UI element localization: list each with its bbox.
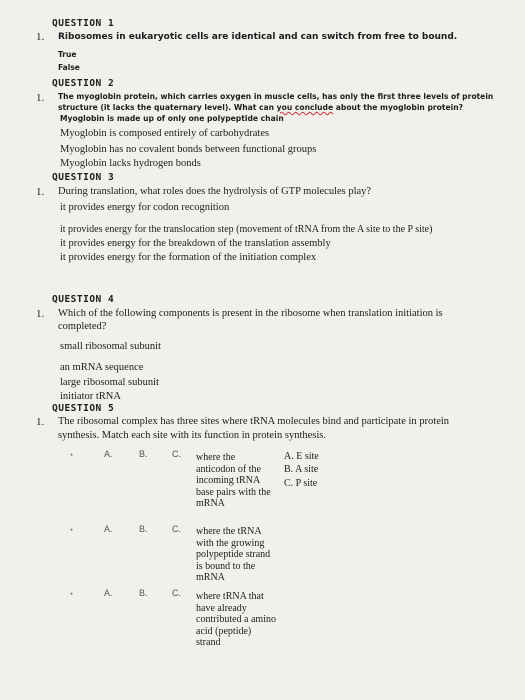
question-3-option-2[interactable]: it provides energy for the translocation step (movement of tRNA from the A site to the P site) [60,224,433,235]
question-4-text-line2: completed? [58,321,107,332]
question-4-option-4[interactable]: initiator tRNA [60,391,121,402]
match-answer-c: C. P site [284,478,318,489]
question-3-option-3[interactable]: it provides energy for the breakdown of the translation assembly [60,238,331,249]
question-2-text-line1: The myoglobin protein, which carries oxygen in muscle cells, has only the first three levels of protein [58,92,494,101]
question-5-number: 1. [36,416,45,428]
match-row-2-letter-a[interactable]: A. [104,524,113,534]
question-2-text-line2: structure (it lacks the quaternary level). What can you conclude about the myoglobin protein? [58,103,464,112]
match-row-2-marker: • [70,525,74,535]
match-row-3-letter-c[interactable]: C. [172,588,181,598]
question-2-option-1[interactable]: Myoglobin is made up of only one polypeptide chain [60,114,284,123]
question-1-text: Ribosomes in eukaryotic cells are identical and can switch from free to bound. [58,32,458,42]
match-row-2-letter-c[interactable]: C. [172,524,181,534]
match-row-1-letter-c[interactable]: C. [172,449,181,459]
question-3-option-1[interactable]: it provides energy for codon recognition [60,202,230,213]
question-2-option-3[interactable]: Myoglobin has no covalent bonds between functional groups [60,144,317,155]
question-5-text-line2: synthesis. Match each site with its function in protein synthesis. [58,430,327,441]
question-1-number: 1. [36,31,45,43]
match-row-3-marker: • [70,589,74,599]
question-4-heading: QUESTION 4 [52,294,115,305]
question-5-heading: QUESTION 5 [52,403,115,414]
question-1-option-false[interactable]: False [58,63,80,72]
question-4-option-2[interactable]: an mRNA sequence [60,362,144,373]
question-3-option-4[interactable]: it provides energy for the formation of the initiation complex [60,252,317,263]
question-4-number: 1. [36,308,45,320]
question-1-heading: QUESTION 1 [52,18,115,29]
question-3-text: During translation, what roles does the hydrolysis of GTP molecules play? [58,186,372,197]
match-row-3-letter-b[interactable]: B. [139,588,148,598]
question-5-text-line1: The ribosomal complex has three sites where tRNA molecules bind and participate in protein [58,416,450,427]
match-row-1-letter-b[interactable]: B. [139,449,148,459]
question-4-text-line1: Which of the following components is present in the ribosome when translation initiation is [58,308,443,319]
question-4-option-3[interactable]: large ribosomal subunit [60,377,159,388]
question-2-number: 1. [36,92,45,104]
match-answer-b: B. A site [284,464,319,475]
question-2-option-2[interactable]: Myoglobin is composed entirely of carbohydrates [60,128,270,139]
match-row-1-letter-a[interactable]: A. [104,449,113,459]
question-2-heading: QUESTION 2 [52,78,115,89]
match-answer-a: A. E site [284,451,319,462]
match-item-3: where tRNA that have already contributed a amino acid (peptide) strand [196,591,276,648]
match-item-1: where the anticodon of the incoming tRNA base pairs with the mRNA [196,452,271,509]
question-2-option-4[interactable]: Myoglobin lacks hydrogen bonds [60,158,201,169]
match-item-2: where the tRNA with the growing polypeptide strand is bound to the mRNA [196,526,271,583]
match-row-2-letter-b[interactable]: B. [139,524,148,534]
question-3-heading: QUESTION 3 [52,172,115,183]
question-1-option-true[interactable]: True [58,50,77,59]
question-4-option-1[interactable]: small ribosomal subunit [60,341,161,352]
question-3-number: 1. [36,186,45,198]
match-row-3-letter-a[interactable]: A. [104,588,113,598]
match-row-1-marker: • [70,450,74,460]
